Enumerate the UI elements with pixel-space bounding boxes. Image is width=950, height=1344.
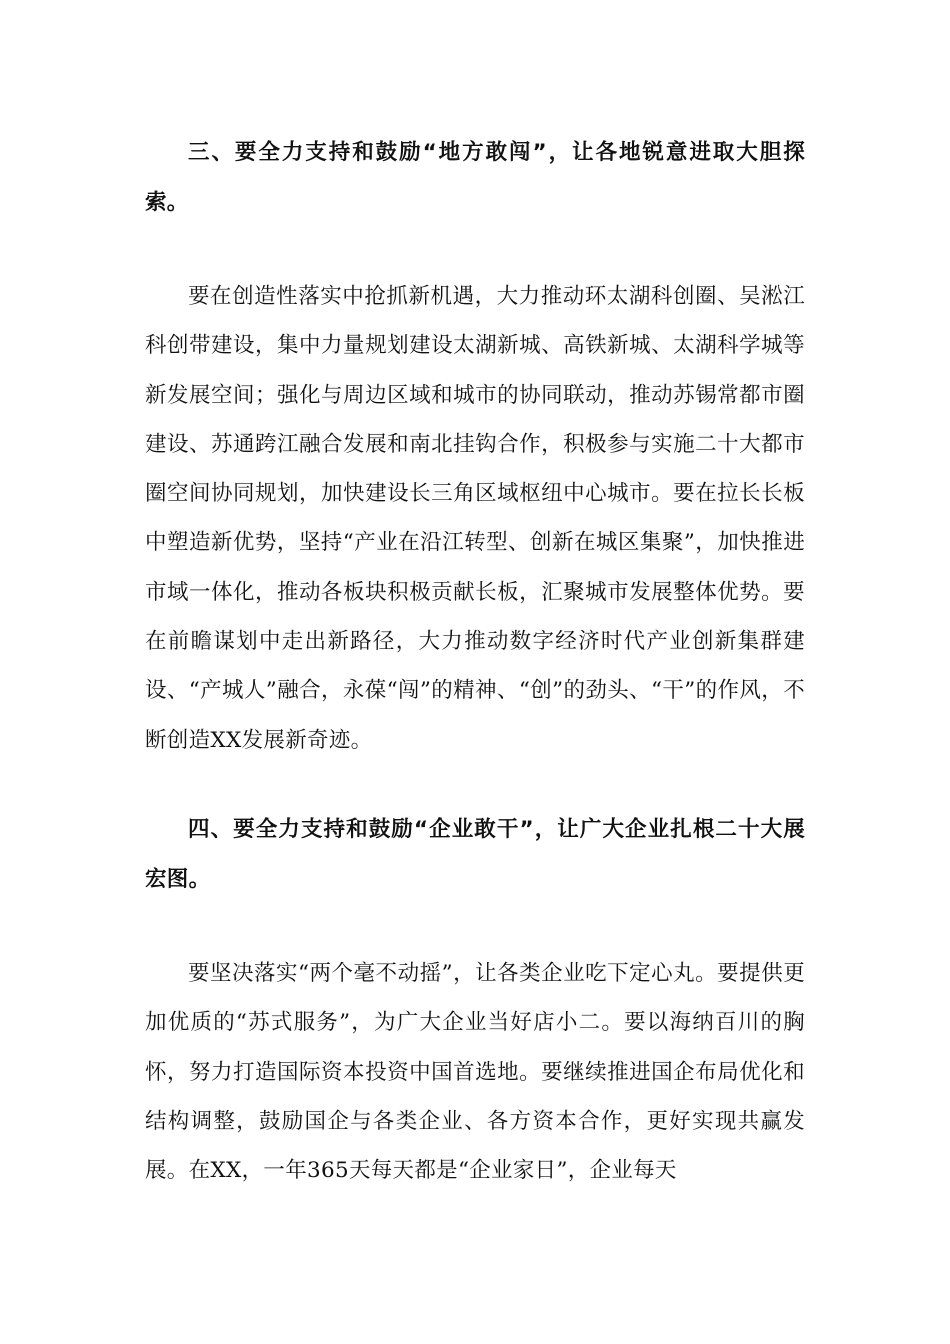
section-paragraph: 要坚决落实“两个毫不动摇”，让各类企业吃下定心丸。要提供更加优质的“苏式服务”，为广大企业当好店小二。要以海纳百川的胸怀，努力打造国际资本投资中国首选地。要继续推进国企布局优化和结构调整，鼓励国企与各类企业、各方资本合作，更好实现共赢发展。在XX，一年365天每天都是“企业家日”，企业每天 — [145, 960, 805, 1184]
section-paragraph: 要在创造性落实中抢抓新机遇，大力推动环太湖科创圈、吴淞江科创带建设，集中力量规划建设太湖新城、高铁新城、太湖科学城等新发展空间；强化与周边区域和城市的协同联动，推动苏锡常都市圈建设、苏通跨江融合发展和南北挂钩合作，积极参与实施二十大都市圈空间协同规划，加快建设长三角区域枢纽中心城市。要在拉长长板中塑造新优势，坚持“产业在沿江转型、创新在城区集聚”，加快推进市域一体化，推动各板块积极贡献长板，汇聚城市发展整体优势。要在前瞻谋划中走出新路径，大力推动数字经济时代产业创新集群建设、“产城人”融合，永葆“闯”的精神、“创”的劲头、“干”的作风，不断创造XX发展新奇迹。 — [145, 284, 805, 753]
section-heading: 三、要全力支持和鼓励“地方敢闯”，让各地锐意进取大胆探索。 — [145, 140, 805, 215]
document-page — [145, 128, 805, 1195]
section-heading: 四、要全力支持和鼓励“企业敢干”，让广大企业扎根二十大展宏图。 — [145, 816, 805, 892]
